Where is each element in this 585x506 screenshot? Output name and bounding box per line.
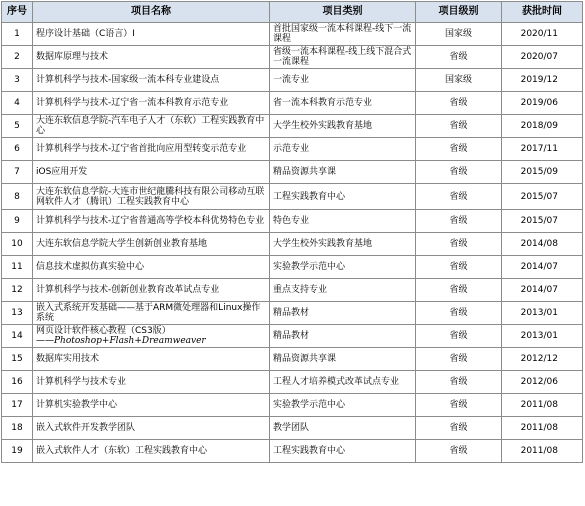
cell-name: 计算机科学与技术专业 — [33, 371, 270, 394]
cell-date: 2019/12 — [502, 69, 583, 92]
cell-level: 省级 — [416, 210, 502, 233]
cell-date: 2017/11 — [502, 138, 583, 161]
cell-date: 2020/11 — [502, 23, 583, 46]
table-row — [2, 23, 583, 46]
cell-level: 省级 — [416, 233, 502, 256]
cell-name: 计算机科学与技术-创新创业教育改革试点专业 — [33, 279, 270, 302]
cell-date: 2014/08 — [502, 233, 583, 256]
cell-type: 精品资源共享课 — [270, 161, 416, 184]
cell-name: 嵌入式软件人才（东软）工程实践教育中心 — [33, 440, 270, 463]
table-row — [2, 210, 583, 233]
cell-level: 省级 — [416, 115, 502, 138]
cell-level: 省级 — [416, 302, 502, 325]
table-row — [2, 161, 583, 184]
cell-no: 14 — [2, 325, 33, 348]
cell-date: 2011/08 — [502, 440, 583, 463]
cell-level: 省级 — [416, 279, 502, 302]
table-row — [2, 115, 583, 138]
cell-type: 特色专业 — [270, 210, 416, 233]
cell-no: 11 — [2, 256, 33, 279]
cell-level: 省级 — [416, 394, 502, 417]
table-row — [2, 92, 583, 115]
cell-level: 省级 — [416, 184, 502, 210]
cell-level: 省级 — [416, 371, 502, 394]
cell-name: 计算机实验教学中心 — [33, 394, 270, 417]
table-row — [2, 279, 583, 302]
cell-type: 大学生校外实践教育基地 — [270, 233, 416, 256]
cell-name: 大连东软信息学院-大连市世纪龍騰科技有限公司移动互联网软件人才（腾讯）工程实践教育中心 — [33, 184, 270, 210]
cell-date: 2020/07 — [502, 46, 583, 69]
cell-type: 省一流本科教育示范专业 — [270, 92, 416, 115]
table-row — [2, 69, 583, 92]
cell-no: 12 — [2, 279, 33, 302]
cell-no: 18 — [2, 417, 33, 440]
header-row — [2, 2, 583, 23]
cell-name: 计算机科学与技术-辽宁省一流本科教育示范专业 — [33, 92, 270, 115]
cell-date: 2011/08 — [502, 394, 583, 417]
cell-type: 教学团队 — [270, 417, 416, 440]
cell-date: 2018/09 — [502, 115, 583, 138]
cell-no: 10 — [2, 233, 33, 256]
cell-date: 2015/07 — [502, 184, 583, 210]
table-row — [2, 302, 583, 325]
cell-date: 2015/07 — [502, 210, 583, 233]
cell-name: iOS应用开发 — [33, 161, 270, 184]
table-row — [2, 348, 583, 371]
cell-no: 15 — [2, 348, 33, 371]
cell-type: 实验教学示范中心 — [270, 256, 416, 279]
cell-type: 工程实践教育中心 — [270, 184, 416, 210]
cell-type: 精品教材 — [270, 302, 416, 325]
table-row — [2, 184, 583, 210]
cell-type: 重点支持专业 — [270, 279, 416, 302]
table-row — [2, 256, 583, 279]
cell-name-subtitle: ——Photoshop+Flash+Dreamweaver — [36, 336, 206, 346]
cell-level: 国家级 — [416, 23, 502, 46]
cell-name: 数据库实用技术 — [33, 348, 270, 371]
cell-no: 13 — [2, 302, 33, 325]
cell-level: 省级 — [416, 417, 502, 440]
cell-type: 精品资源共享课 — [270, 348, 416, 371]
cell-name: 计算机科学与技术-辽宁省首批向应用型转变示范专业 — [33, 138, 270, 161]
cell-type: 示范专业 — [270, 138, 416, 161]
cell-level: 省级 — [416, 138, 502, 161]
cell-no: 5 — [2, 115, 33, 138]
cell-name: 嵌入式系统开发基础——基于ARM微处理器和Linux操作系统 — [33, 302, 270, 325]
cell-type: 大学生校外实践教育基地 — [270, 115, 416, 138]
table-row — [2, 325, 583, 348]
header-no: 序号 — [2, 2, 33, 23]
header-name: 项目名称 — [33, 2, 270, 23]
cell-date: 2014/07 — [502, 279, 583, 302]
cell-date: 2013/01 — [502, 325, 583, 348]
cell-level: 省级 — [416, 161, 502, 184]
cell-type: 实验教学示范中心 — [270, 394, 416, 417]
table-row — [2, 46, 583, 69]
cell-date: 2019/06 — [502, 92, 583, 115]
cell-name: 数据库原理与技术 — [33, 46, 270, 69]
cell-no: 1 — [2, 23, 33, 46]
cell-level: 省级 — [416, 325, 502, 348]
header-type: 项目类别 — [270, 2, 416, 23]
cell-date: 2015/09 — [502, 161, 583, 184]
cell-date: 2012/12 — [502, 348, 583, 371]
table-row — [2, 138, 583, 161]
table-row — [2, 233, 583, 256]
cell-level: 省级 — [416, 440, 502, 463]
cell-name: 大连东软信息学院-汽车电子人才（东软）工程实践教育中心 — [33, 115, 270, 138]
cell-type: 工程人才培养模式改革试点专业 — [270, 371, 416, 394]
cell-no: 16 — [2, 371, 33, 394]
cell-level: 省级 — [416, 256, 502, 279]
cell-name: 信息技术虚拟仿真实验中心 — [33, 256, 270, 279]
cell-type: 工程实践教育中心 — [270, 440, 416, 463]
cell-name: 网页设计软件核心教程（CS3版） — [36, 326, 171, 336]
cell-no: 19 — [2, 440, 33, 463]
table-row — [2, 394, 583, 417]
cell-no: 4 — [2, 92, 33, 115]
cell-name: 大连东软信息学院大学生创新创业教育基地 — [33, 233, 270, 256]
cell-date: 2012/06 — [502, 371, 583, 394]
cell-date: 2014/07 — [502, 256, 583, 279]
cell-no: 2 — [2, 46, 33, 69]
cell-type: 省级一流本科课程-线上线下混合式一流课程 — [270, 46, 416, 69]
project-table — [1, 1, 583, 463]
cell-level: 省级 — [416, 348, 502, 371]
cell-no: 3 — [2, 69, 33, 92]
cell-level: 国家级 — [416, 69, 502, 92]
table-row — [2, 371, 583, 394]
cell-name: 嵌入式软件开发教学团队 — [33, 417, 270, 440]
cell-no: 8 — [2, 184, 33, 210]
cell-level: 省级 — [416, 92, 502, 115]
cell-name: 计算机科学与技术-辽宁省普通高等学校本科优势特色专业 — [33, 210, 270, 233]
cell-level: 省级 — [416, 46, 502, 69]
table-row — [2, 417, 583, 440]
header-level: 项目级别 — [416, 2, 502, 23]
cell-name: 程序设计基础（C语言）I — [33, 23, 270, 46]
cell-type: 精品教材 — [270, 325, 416, 348]
cell-date: 2011/08 — [502, 417, 583, 440]
cell-type: 一流专业 — [270, 69, 416, 92]
cell-no: 9 — [2, 210, 33, 233]
header-date: 获批时间 — [502, 2, 583, 23]
cell-name: 计算机科学与技术-国家级一流本科专业建设点 — [33, 69, 270, 92]
cell-no: 17 — [2, 394, 33, 417]
cell-name-multiline — [33, 325, 270, 348]
cell-no: 6 — [2, 138, 33, 161]
cell-no: 7 — [2, 161, 33, 184]
cell-date: 2013/01 — [502, 302, 583, 325]
cell-type: 首批国家级一流本科课程-线下一流课程 — [270, 23, 416, 46]
table-row — [2, 440, 583, 463]
